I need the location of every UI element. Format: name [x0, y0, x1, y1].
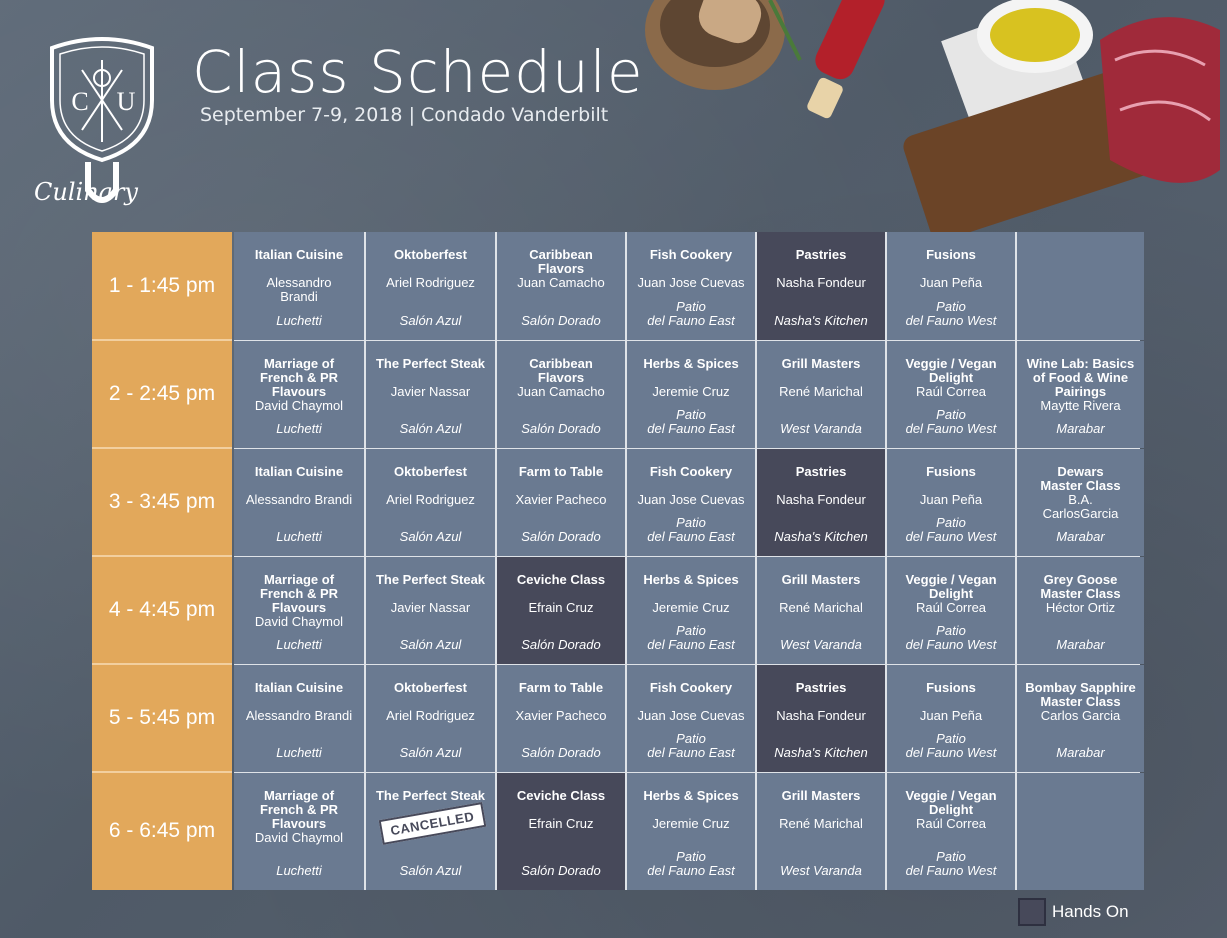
- time-slot: 4 - 4:45 pm: [108, 598, 216, 621]
- class-cell: [757, 665, 885, 772]
- class-location: Patio del Fauno West: [905, 623, 997, 652]
- class-instructor: Alessandro Brandi: [245, 492, 353, 507]
- class-cell: [366, 665, 495, 772]
- class-cell: [887, 232, 1015, 340]
- class-location: Patio del Fauno West: [905, 299, 997, 328]
- class-instructor: Carlos Garcia: [1040, 708, 1121, 723]
- class-instructor: Javier Nassar: [390, 600, 471, 615]
- class-location: Salón Azul: [399, 637, 462, 652]
- culinary-u-logo: [30, 30, 180, 220]
- class-location: Salón Dorado: [521, 313, 601, 328]
- class-cell: [757, 341, 885, 448]
- class-cell: [234, 449, 364, 556]
- class-title: Italian Cuisine: [254, 464, 344, 479]
- class-location: Luchetti: [276, 529, 322, 544]
- empty-cell: [1017, 773, 1144, 890]
- class-title: Marriage of French & PR Flavours: [259, 356, 338, 399]
- class-instructor: Efrain Cruz: [528, 600, 594, 615]
- class-cell: [627, 449, 755, 556]
- class-location: Marabar: [1056, 421, 1105, 436]
- class-instructor: Nasha Fondeur: [776, 275, 866, 290]
- class-title: Pastries: [795, 464, 847, 479]
- class-title: Fusions: [926, 680, 976, 695]
- class-title: Marriage of French & PR Flavours: [259, 788, 338, 831]
- class-title: Wine Lab: Basics of Food & Wine Pairings: [1026, 356, 1135, 399]
- class-instructor: Ariel Rodriguez: [386, 275, 475, 290]
- class-cell: [887, 773, 1015, 890]
- class-location: Nasha's Kitchen: [774, 745, 868, 760]
- class-instructor: Juan Jose Cuevas: [637, 492, 745, 507]
- time-slot: 1 - 1:45 pm: [108, 274, 216, 297]
- class-title: Pastries: [795, 680, 847, 695]
- class-title: Grill Masters: [781, 788, 861, 803]
- time-separator: [92, 771, 232, 773]
- class-cell: [366, 557, 495, 664]
- class-title: Caribbean Flavors: [529, 356, 593, 385]
- class-instructor: Juan Peña: [919, 708, 983, 723]
- class-location: Marabar: [1056, 529, 1105, 544]
- class-instructor: Efrain Cruz: [528, 816, 594, 831]
- class-title: Grey Goose Master Class: [1040, 572, 1121, 601]
- class-location: Patio del Fauno East: [647, 407, 735, 436]
- class-instructor: Jeremie Cruz: [652, 384, 730, 399]
- class-location: Salón Azul: [399, 529, 462, 544]
- class-cell: [627, 773, 755, 890]
- class-cell: [887, 341, 1015, 448]
- class-instructor: Juan Peña: [919, 492, 983, 507]
- time-slot: 2 - 2:45 pm: [108, 382, 216, 405]
- class-cell: [1017, 665, 1144, 772]
- class-title: The Perfect Steak: [375, 788, 486, 803]
- class-instructor: René Marichal: [779, 600, 863, 615]
- class-title: Farm to Table: [518, 464, 604, 479]
- class-location: Salón Dorado: [521, 745, 601, 760]
- class-location: Salón Azul: [399, 863, 462, 878]
- class-instructor: Nasha Fondeur: [776, 708, 866, 723]
- class-title: The Perfect Steak: [375, 356, 486, 371]
- empty-cell: [1017, 232, 1144, 340]
- class-instructor: Javier Nassar: [390, 384, 471, 399]
- page-subtitle: September 7-9, 2018 | Condado Vanderbilt: [200, 104, 609, 126]
- class-location: West Varanda: [780, 637, 862, 652]
- class-location: West Varanda: [780, 863, 862, 878]
- class-cell: [497, 341, 625, 448]
- class-title: Ceviche Class: [516, 572, 606, 587]
- class-location: Salón Dorado: [521, 637, 601, 652]
- class-instructor: B.A. CarlosGarcia: [1042, 492, 1119, 521]
- class-cell: [627, 341, 755, 448]
- class-instructor: Raúl Correa: [915, 816, 987, 831]
- class-title: Oktoberfest: [394, 680, 467, 695]
- class-title: Oktoberfest: [394, 464, 467, 479]
- class-cell: [757, 773, 885, 890]
- class-title: Pastries: [795, 247, 847, 262]
- class-location: Patio del Fauno East: [647, 731, 735, 760]
- class-location: Salón Dorado: [521, 421, 601, 436]
- class-instructor: Juan Peña: [919, 275, 983, 290]
- class-cell: [234, 232, 364, 340]
- class-title: Fish Cookery: [649, 247, 733, 262]
- class-instructor: Xavier Pacheco: [515, 708, 607, 723]
- class-instructor: Xavier Pacheco: [515, 492, 607, 507]
- class-cell: [887, 449, 1015, 556]
- class-instructor: David Chaymol: [254, 398, 344, 413]
- class-title: Fish Cookery: [649, 464, 733, 479]
- class-instructor: Héctor Ortiz: [1045, 600, 1116, 615]
- class-instructor: Alessandro Brandi: [245, 708, 353, 723]
- class-location: Salón Azul: [399, 745, 462, 760]
- class-location: Salón Dorado: [521, 863, 601, 878]
- class-instructor: René Marichal: [779, 384, 863, 399]
- class-cell: [234, 341, 364, 448]
- class-cell: [497, 449, 625, 556]
- class-location: Patio del Fauno West: [905, 849, 997, 878]
- time-slot: 6 - 6:45 pm: [108, 819, 216, 842]
- class-cell: [1017, 557, 1144, 664]
- class-location: Luchetti: [276, 637, 322, 652]
- class-title: Ceviche Class: [516, 788, 606, 803]
- class-cell: [627, 232, 755, 340]
- class-instructor: Nasha Fondeur: [776, 492, 866, 507]
- class-title: Fish Cookery: [649, 680, 733, 695]
- legend-label: Hands On: [1052, 902, 1129, 921]
- class-cell: [366, 773, 495, 890]
- schedule-grid: [234, 232, 1140, 890]
- class-title: Grill Masters: [781, 356, 861, 371]
- class-cell: [497, 773, 625, 890]
- cancelled-stamp: CANCELLED: [379, 802, 486, 845]
- class-cell: [234, 557, 364, 664]
- logo-letter-u: U: [116, 87, 136, 116]
- class-location: Luchetti: [276, 863, 322, 878]
- class-cell: [757, 449, 885, 556]
- class-title: Herbs & Spices: [643, 572, 739, 587]
- class-title: Italian Cuisine: [254, 680, 344, 695]
- class-title: Caribbean Flavors: [529, 247, 593, 276]
- page-title: Class Schedule: [192, 38, 644, 106]
- class-location: Salón Dorado: [521, 529, 601, 544]
- logo-letter-c: C: [71, 87, 89, 116]
- class-title: Herbs & Spices: [643, 788, 739, 803]
- class-cell: [757, 232, 885, 340]
- class-instructor: Juan Camacho: [517, 384, 605, 399]
- class-instructor: Jeremie Cruz: [652, 816, 730, 831]
- class-cell: [887, 557, 1015, 664]
- class-location: Patio del Fauno East: [647, 515, 735, 544]
- logo-script-text: Culinary: [34, 178, 138, 206]
- time-separator: [92, 663, 232, 665]
- class-title: Dewars Master Class: [1040, 464, 1121, 493]
- class-location: Salón Azul: [399, 421, 462, 436]
- class-title: Bombay Sapphire Master Class: [1025, 680, 1136, 709]
- class-instructor: Juan Jose Cuevas: [637, 708, 745, 723]
- class-location: Nasha's Kitchen: [774, 529, 868, 544]
- class-instructor: Ariel Rodriguez: [386, 708, 475, 723]
- class-instructor: David Chaymol: [254, 830, 344, 845]
- time-separator: [92, 555, 232, 557]
- class-title: Marriage of French & PR Flavours: [259, 572, 338, 615]
- class-location: Patio del Fauno West: [905, 515, 997, 544]
- time-separator: [92, 447, 232, 449]
- class-instructor: Raúl Correa: [915, 600, 987, 615]
- class-instructor: David Chaymol: [254, 614, 344, 629]
- class-cell: [497, 665, 625, 772]
- class-cell: [627, 665, 755, 772]
- class-instructor: Maytte Rivera: [1040, 398, 1121, 413]
- class-location: Patio del Fauno West: [905, 731, 997, 760]
- class-instructor: Raúl Correa: [915, 384, 987, 399]
- class-title: Fusions: [926, 247, 976, 262]
- class-title: The Perfect Steak: [375, 572, 486, 587]
- class-instructor: René Marichal: [779, 816, 863, 831]
- class-location: Marabar: [1056, 745, 1105, 760]
- legend: [1018, 898, 1129, 926]
- class-title: Farm to Table: [518, 680, 604, 695]
- class-cell: [627, 557, 755, 664]
- class-title: Veggie / Vegan Delight: [905, 572, 997, 601]
- class-instructor: Jeremie Cruz: [652, 600, 730, 615]
- hands-on-swatch: [1018, 898, 1046, 926]
- class-title: Oktoberfest: [394, 247, 467, 262]
- time-slot: 5 - 5:45 pm: [108, 706, 216, 729]
- class-cell: [366, 232, 495, 340]
- class-location: Nasha's Kitchen: [774, 313, 868, 328]
- class-title: Grill Masters: [781, 572, 861, 587]
- class-instructor: Juan Jose Cuevas: [637, 275, 745, 290]
- class-location: Patio del Fauno West: [905, 407, 997, 436]
- class-location: Luchetti: [276, 313, 322, 328]
- class-cell: [234, 773, 364, 890]
- time-column: [92, 232, 232, 890]
- class-location: West Varanda: [780, 421, 862, 436]
- class-location: Salón Azul: [399, 313, 462, 328]
- class-cell: [1017, 341, 1144, 448]
- class-cell: [497, 232, 625, 340]
- class-cell: [234, 665, 364, 772]
- class-location: Patio del Fauno East: [647, 849, 735, 878]
- class-cell: [887, 665, 1015, 772]
- time-separator: [92, 339, 232, 341]
- class-title: Herbs & Spices: [643, 356, 739, 371]
- class-cell: [1017, 449, 1144, 556]
- class-instructor: Alessandro Brandi: [266, 275, 332, 304]
- class-cell: [366, 449, 495, 556]
- class-instructor: Ariel Rodriguez: [386, 492, 475, 507]
- class-cell: [497, 557, 625, 664]
- class-location: Patio del Fauno East: [647, 623, 735, 652]
- class-title: Italian Cuisine: [254, 247, 344, 262]
- class-title: Fusions: [926, 464, 976, 479]
- class-location: Luchetti: [276, 745, 322, 760]
- class-cell: [366, 341, 495, 448]
- class-location: Patio del Fauno East: [647, 299, 735, 328]
- class-location: Luchetti: [276, 421, 322, 436]
- class-cell: [757, 557, 885, 664]
- class-title: Veggie / Vegan Delight: [905, 356, 997, 385]
- class-title: Veggie / Vegan Delight: [905, 788, 997, 817]
- time-slot: 3 - 3:45 pm: [108, 490, 216, 513]
- class-location: Marabar: [1056, 637, 1105, 652]
- class-instructor: Juan Camacho: [517, 275, 605, 290]
